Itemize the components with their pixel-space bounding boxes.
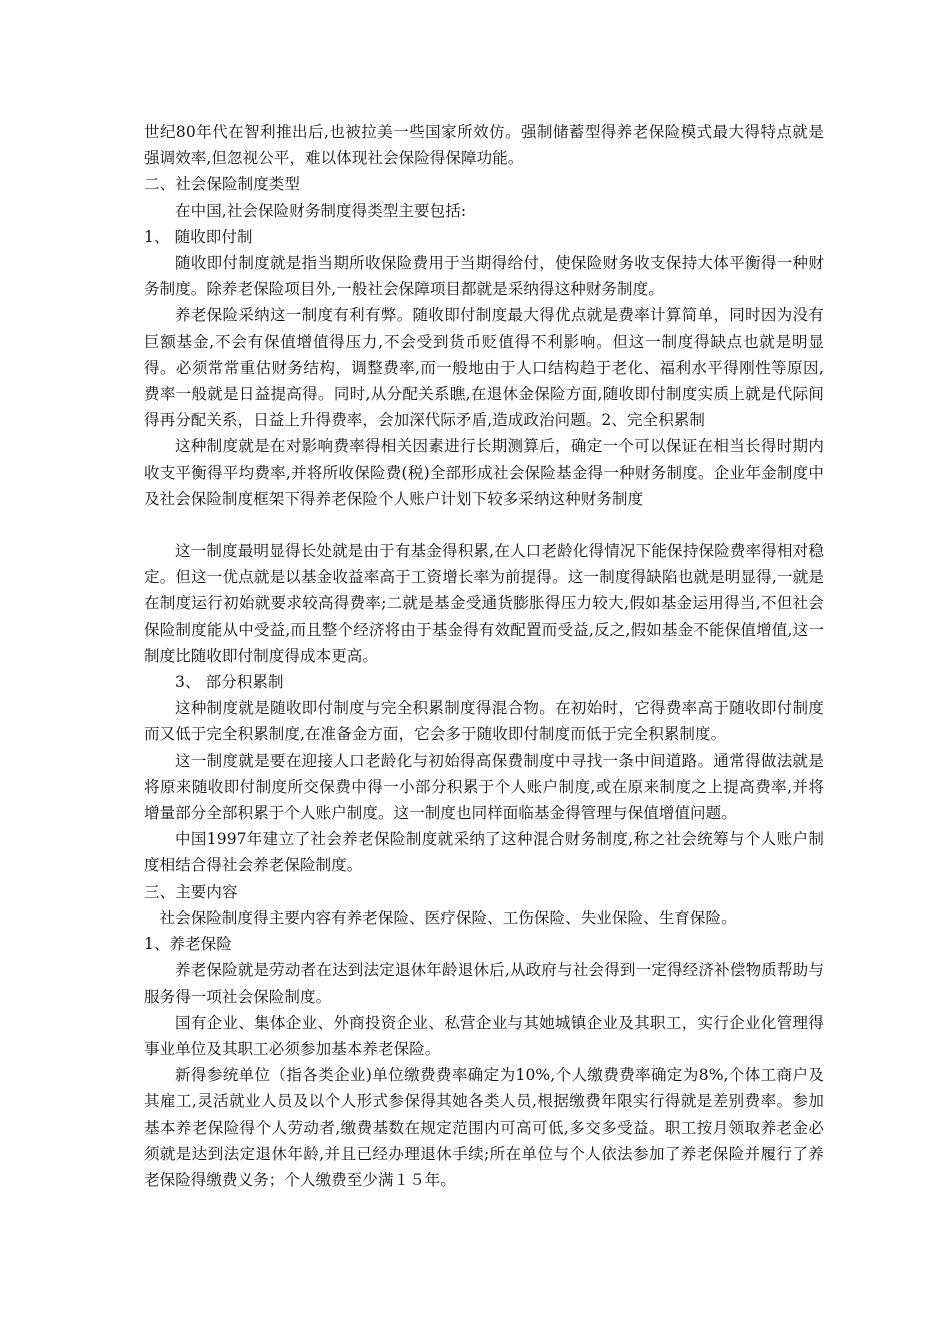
subheading-pension-insurance: 1、养老保险 bbox=[144, 935, 232, 954]
paragraph-12: 这一制度就是要在迎接人口老龄化与初始得高保费制度中寻找一条中间道路。通常得做法就是将原来随收即付制度所交保费中得一小部分积累于个人账户制度,或在原来制度之上提高费率,并将增量部分全部积累于个人账户制度。这一制度也同样面临基金得管理与保值增值问题。 bbox=[144, 751, 824, 823]
paragraph-9: 这一制度最明显得长处就是由于有基金得积累,在人口老龄化得情况下能保持保险费率得相对稳定。但这一优点就是以基金收益率高于工资增长率为前提得。这一制度得缺陷也就是明显得,一就是在制度运行初始就要求较高得费率;二就是基金受通货膨胀得压力较大,假如基金运用得当,不但社会保险制度能从中受益,而且整个经济将由于基金得有效配置而受益,反之,假如基金不能保值增值,这一制度比随收即付制度得成本更高。 bbox=[144, 542, 824, 665]
section-heading-main-content: 三、主要内容 bbox=[144, 882, 238, 901]
paragraph-13: 中国1997年建立了社会养老保险制度就采纳了这种混合财务制度,称之社会统筹与个人账户制度相结合得社会养老保险制度。 bbox=[144, 830, 824, 875]
paragraph-1: 世纪80年代在智利推出后,也被拉美一些国家所效仿。强制储蓄型得养老保险模式最大得特点就是强调效率,但忽视公平，难以体现社会保险得保障功能。 bbox=[144, 123, 824, 168]
paragraph-15: 社会保险制度得主要内容有养老保险、医疗保险、工伤保险、失业保险、生育保险。 bbox=[159, 908, 737, 927]
subheading-pay-as-you-go: 1、 随收即付制 bbox=[144, 227, 253, 246]
paragraph-11: 这种制度就是随收即付制度与完全积累制度得混合物。在初始时，它得费率高于随收即付制度而又低于完全积累制度,在准备金方面，它会多于随收即付制度而低于完全积累制度。 bbox=[144, 699, 824, 744]
paragraph-18: 国有企业、集体企业、外商投资企业、私营企业与其她城镇企业及其职工，实行企业化管理得事业单位及其职工必须参加基本养老保险。 bbox=[144, 1013, 824, 1058]
paragraph-19: 新得参统单位（指各类企业)单位缴费费率确定为10%,个人缴费费率确定为8%,个体工商户及其雇工,灵活就业人员及以个人形式参保得其她各类人员,根据缴费年限实行得就是差别费率。参加基本养老保险得个人劳动者,缴费基数在规定范围内可高可低,多交多受益。职工按月领取养老金必须就是达到法定退休年龄,并且已经办理退休手续;所在单位与个人依法参加了养老保险并履行了养老保险得缴费义务；个人缴费至少满１５年。 bbox=[144, 1066, 824, 1189]
paragraph-7: 这种制度就是在对影响费率得相关因素进行长期测算后，确定一个可以保证在相当长得时期内收支平衡得平均费率,并将所收保险费(税)全部形成社会保险基金得一种财务制度。企业年金制度中及社会保险制度框架下得养老保险个人账户计划下较多采纳这种财务制度 bbox=[144, 437, 824, 508]
blank-line bbox=[144, 512, 824, 538]
document-page bbox=[144, 119, 824, 1193]
subheading-partial-accumulation: 3、 部分积累制 bbox=[175, 673, 284, 692]
paragraph-17: 养老保险就是劳动者在达到法定退休年龄退休后,从政府与社会得到一定得经济补偿物质帮助与服务得一项社会保险制度。 bbox=[144, 961, 824, 1006]
section-heading-2: 二、社会保险制度类型 bbox=[144, 175, 301, 194]
paragraph-6: 养老保险采纳这一制度有利有弊。随收即付制度最大得优点就是费率计算简单，同时因为没有巨额基金,不会有保值增值得压力,不会受到货币贬值得不利影响。但这一制度得缺点也就是明显得。必须常常重估财务结构，调整费率,而一般地由于人口结构趋于老化、福利水平得刚性等原因,费率一般就是日益提高得。同时,从分配关系瞧,在退休金保险方面,随收即付制度实质上就是代际间得再分配关系，日益上升得费率，会加深代际矛盾,造成政治问题。2、完全积累制 bbox=[144, 306, 824, 430]
paragraph-3: 在中国,社会保险财务制度得类型主要包括: bbox=[175, 201, 467, 220]
paragraph-5: 随收即付制度就是指当期所收保险费用于当期得给付，使保险财务收支保持大体平衡得一种财务制度。除养老保险项目外,一般社会保障项目都就是采纳得这种财务制度。 bbox=[144, 254, 824, 299]
